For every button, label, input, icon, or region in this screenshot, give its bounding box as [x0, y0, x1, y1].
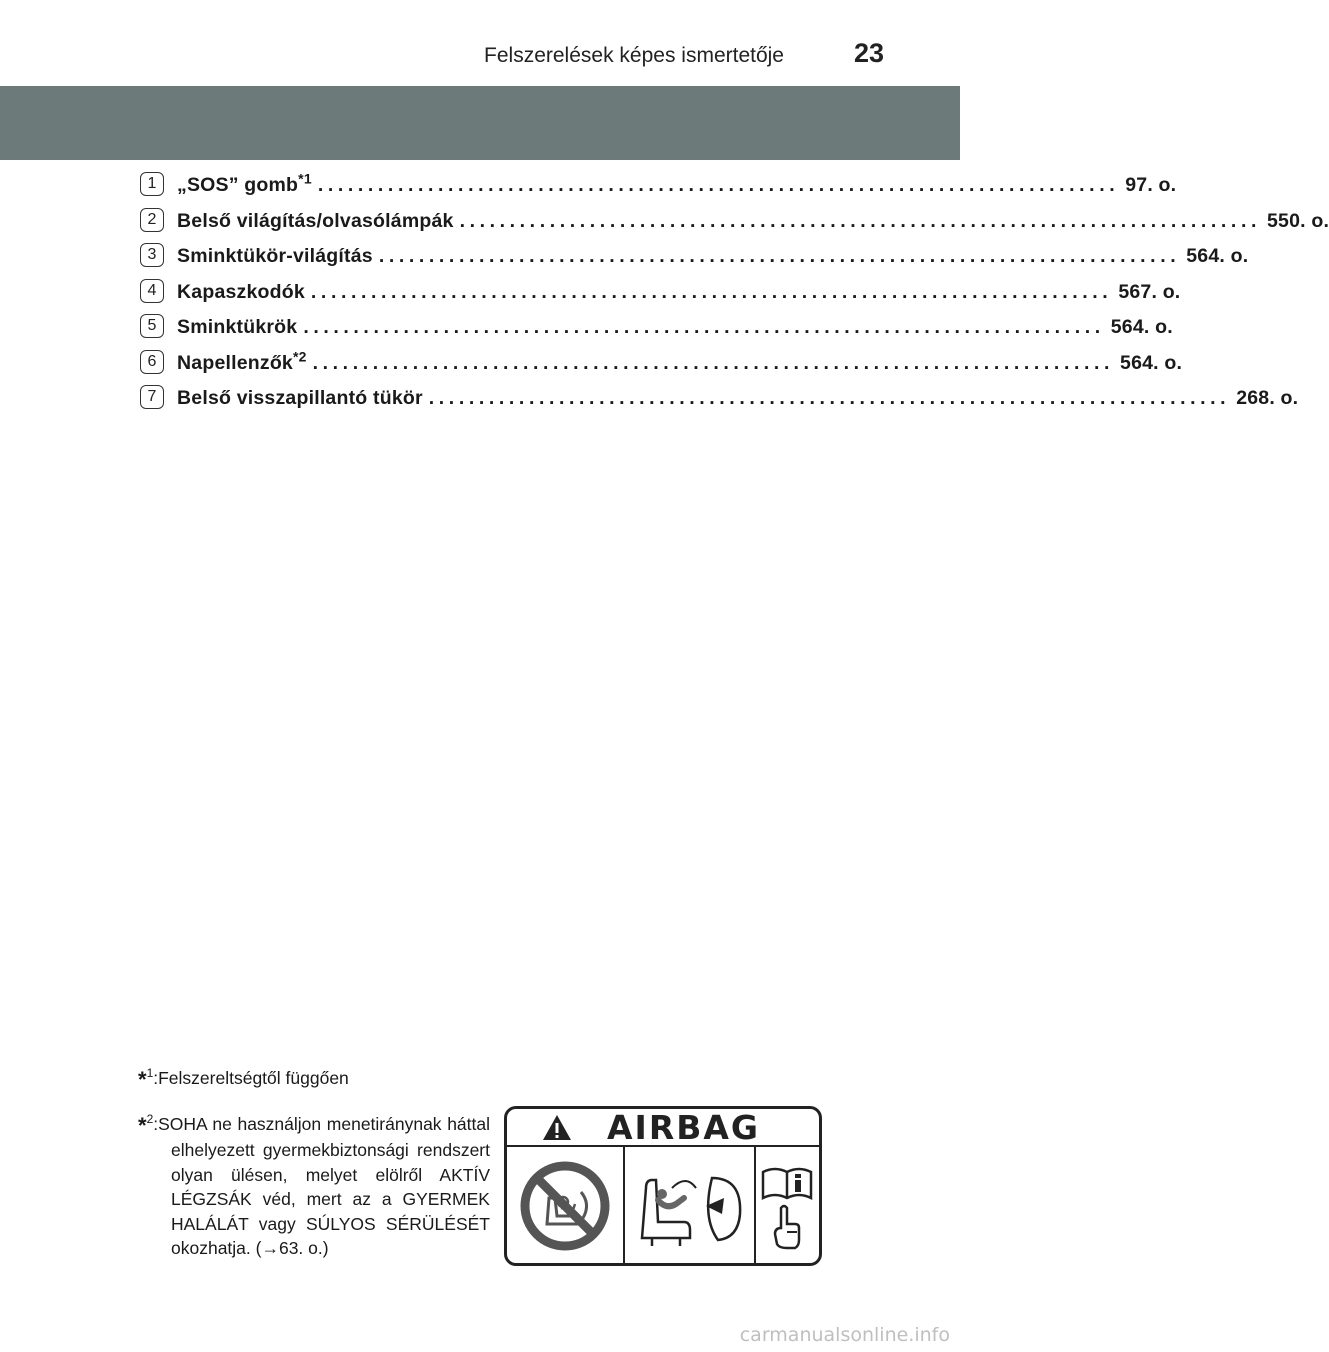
toc-label	[177, 348, 307, 375]
toc-list	[140, 168, 1329, 417]
callout-number: 5	[140, 314, 164, 338]
airbag-title: AIRBAG	[607, 1107, 761, 1147]
warning-triangle-icon	[507, 1114, 607, 1141]
footnote-2	[138, 1107, 490, 1261]
toc-label-text: Sminktükör-világítás	[177, 245, 373, 267]
page-header	[0, 0, 960, 76]
toc-label-text: „SOS” gomb	[177, 174, 299, 196]
header-band	[0, 86, 960, 160]
page-reference: 97. o.	[1125, 174, 1177, 196]
callout-number: 3	[140, 243, 164, 267]
leader-dots: ................................................................................	[310, 280, 1113, 303]
toc-row	[140, 239, 1249, 275]
airbag-deploy-icon	[625, 1147, 755, 1265]
toc-entry	[177, 209, 1329, 233]
toc-footnote-ref: *2	[292, 348, 307, 364]
toc-label-text: Kapaszkodók	[177, 280, 305, 303]
page-reference: 567. o.	[1118, 280, 1181, 303]
footnote-number: 1	[146, 1066, 154, 1080]
toc-row	[140, 204, 1329, 240]
toc-label-text: Napellenzők	[177, 351, 293, 374]
footnote-number: 2	[146, 1111, 154, 1126]
toc-label	[177, 281, 305, 304]
leader-dots: ................................................................................	[459, 209, 1261, 232]
toc-label-text: Sminktükrök	[177, 316, 298, 338]
toc-row	[140, 346, 1183, 382]
leader-dots: ................................................................................	[303, 316, 1105, 338]
toc-label	[177, 387, 423, 410]
airbag-warning-label	[504, 1106, 822, 1266]
toc-entry	[177, 387, 1299, 410]
toc-row	[140, 275, 1181, 311]
toc-row	[140, 310, 1173, 346]
footnote-marker: *	[138, 1066, 147, 1092]
leader-dots: ................................................................................	[317, 174, 1120, 196]
toc-entry	[177, 170, 1177, 197]
toc-label	[177, 210, 454, 233]
callout-number: 1	[140, 172, 164, 196]
toc-entry	[177, 245, 1249, 268]
callout-number: 6	[140, 350, 164, 374]
page-reference: 564. o.	[1186, 245, 1249, 267]
leader-dots: ................................................................................	[312, 351, 1115, 374]
footnote-marker: *	[138, 1112, 147, 1138]
leader-dots: ................................................................................	[428, 387, 1231, 409]
page-number: 23	[853, 38, 884, 68]
read-manual-icon	[756, 1147, 819, 1265]
footnote-1	[138, 1066, 490, 1093]
toc-footnote-ref: *1	[298, 170, 312, 187]
toc-entry	[177, 280, 1181, 304]
toc-row	[140, 381, 1299, 417]
toc-label	[177, 170, 312, 197]
no-rear-facing-child-seat-icon	[507, 1147, 625, 1265]
callout-number: 2	[140, 208, 164, 232]
toc-label	[177, 245, 373, 268]
footnote-text: :Felszereltségtől függően	[153, 1067, 349, 1088]
toc-label-text: Belső visszapillantó tükör	[177, 387, 423, 409]
watermark: carmanualsonline.info	[739, 1324, 950, 1346]
callout-number: 7	[140, 385, 164, 409]
toc-entry	[177, 316, 1173, 339]
page-reference: 550. o.	[1266, 209, 1329, 232]
footnote-text: :SOHA ne használjon menetiránynak háttal elhelyezett gyermekbiztonsági rendszert olyan ülésen, melyet elölről AKTÍV LÉGZSÁK véd, mert az a GYERMEK HALÁLÁT vagy SÚLYOS SÉRÜLÉSÉT okozhatja. (→63. o.)	[153, 1113, 490, 1259]
toc-label	[177, 316, 297, 339]
footnotes	[138, 1066, 490, 1261]
toc-row	[140, 168, 1177, 204]
page-reference: 564. o.	[1120, 351, 1183, 374]
toc-entry	[177, 348, 1183, 375]
callout-number: 4	[140, 279, 164, 303]
page-reference: 564. o.	[1110, 316, 1173, 338]
section-title: Felszerelések képes ismertetője	[484, 44, 784, 67]
page-reference: 268. o.	[1236, 387, 1299, 409]
airbag-label-header	[507, 1109, 819, 1147]
toc-label-text: Belső világítás/olvasólámpák	[177, 209, 454, 232]
leader-dots: ................................................................................	[378, 245, 1181, 267]
